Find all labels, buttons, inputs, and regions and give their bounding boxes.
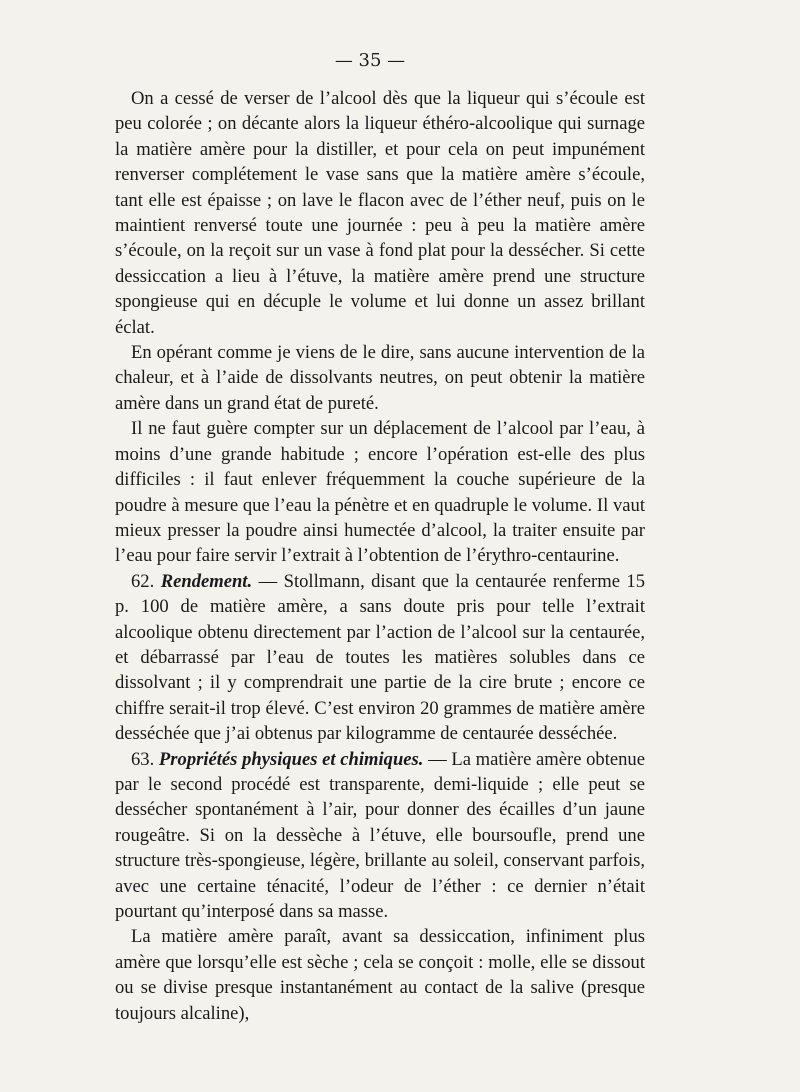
paragraph-62 [115, 569, 645, 747]
section-number-63: 63. [131, 748, 155, 770]
paragraph-6 [115, 924, 645, 1026]
page-number: — 35 — [334, 50, 406, 71]
section-number-62: 62. [131, 570, 155, 592]
section-title-proprietes: Propriétés physiques et chimiques. [158, 748, 424, 770]
paragraph-6-text: La matière amère paraît, avant sa dessiccation, infiniment plus amère que lorsqu’elle est sèche ; cela se conçoit : molle, elle se dissout ou se divise presque instantanément au contact de la salive (presque toujours alcaline), [115, 926, 645, 1024]
paragraph-2 [115, 340, 645, 416]
paragraph-3 [115, 416, 645, 568]
paragraph-1 [115, 86, 645, 340]
paragraph-63-text: — La matière amère obtenue par le second procédé est transparente, demi-liquide ; elle peut se dessécher spontanément à l’air, pour donner des écailles d’un jaune rougeâtre. Si on la dessèche à l’étuve, elle boursoufle, prend une structure très-spongieuse, légère, brillante au soleil, conservant parfois, avec une certaine ténacité, l’odeur de l’éther : ce dernier n’était pourtant qu’interposé dans sa masse. [115, 748, 645, 922]
paragraph-62-text: — Stollmann, disant que la centaurée renferme 15 p. 100 de matière amère, a sans doute pris pour telle l’extrait alcoolique obtenu directement par l’action de l’alcool sur la centaurée, et débarrassé par l’eau de toutes les matières solubles dans ce dissolvant ; il y comprendrait une partie de la cire brute ; encore ce chiffre serait-il trop élevé. C’est environ 20 grammes de matière amère desséchée que j’ai obtenus par kilogramme de centaurée desséchée. [115, 570, 645, 745]
paragraph-63 [115, 747, 645, 925]
paragraph-2-text: En opérant comme je viens de le dire, sans aucune intervention de la chaleur, et à l’aide de dissolvants neutres, on peut obtenir la matière amère dans un grand état de pureté. [115, 342, 645, 414]
body-text [115, 86, 645, 1026]
paragraph-3-text: Il ne faut guère compter sur un déplacement de l’alcool par l’eau, à moins d’une grande habitude ; encore l’opération est-elle des plus difficiles : il faut enlever fréquemment la couche supérieure de la poudre à mesure que l’eau la pénètre et en quadruple le volume. Il vaut mieux presser la poudre ainsi humectée d’alcool, la traiter ensuite par l’eau pour faire servir l’extrait à l’obtention de l’érythro-centaurine. [115, 418, 645, 567]
section-title-rendement: Rendement. [160, 570, 253, 592]
paragraph-1-text: On a cessé de verser de l’alcool dès que la liqueur qui s’écoule est peu colorée ; on décante alors la liqueur éthéro-alcoolique qui surnage la matière amère pour la distiller, et pour cela on peut impunément renverser complétement le vase sans que la matière amère s’écoule, tant elle est épaisse ; on lave le flacon avec de l’éther neuf, puis on le maintient renversé toute une journée : peu à peu la matière amère s’écoule, on la reçoit sur un vase à fond plat pour la dessécher. Si cette dessiccation a lieu à l’étuve, la matière amère prend une structure spongieuse qui en décuple le volume et lui donne un assez brillant éclat. [115, 88, 645, 338]
